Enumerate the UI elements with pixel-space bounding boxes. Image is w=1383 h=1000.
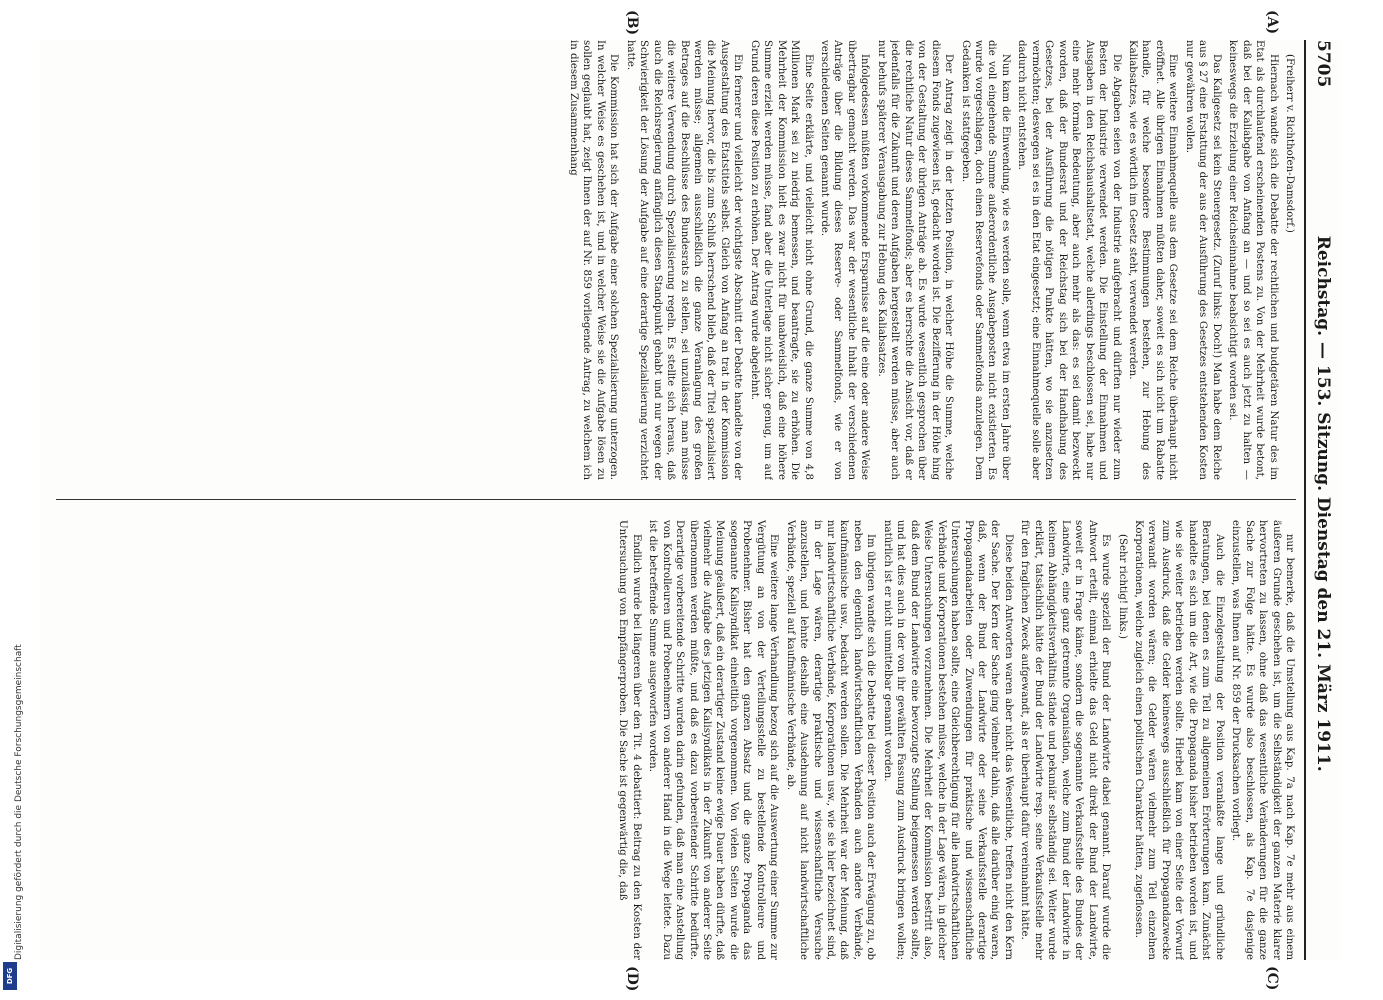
document-page <box>40 10 1340 992</box>
paragraph: Eine weitere lange Verhandlung bezog sich auf die Auswertung einer Summe zur Vergütung an von der Verteilungsstelle zu bestellende Kontrolleure und Probenehmer. Bisher hat den ganzen Absatz und die ganze Propaganda das sogenannte Kalisyndikat einheitlich vorgenommen. Von vielen Seiten wurde die Meinung geäußert, daß ein derartiger Zustand keine ewige Dauer haben dürfte, daß vielmehr die Aufgabe des jetzigen Kalisyndikats in der Zukunft von anderer Seite übernommen werden müßte, und daß es dazu vorbereitender Schritte bedürfte. Derartige vorbereitende Schritte wurden darin gefunden, daß man eine Anstellung von Kontrolleuren und Probenehmern von anderer Hand in die Wege leitete. Dazu ist die betreffende Summe ausgeworfen worden. <box>647 520 780 960</box>
paragraph: Das Kaligesetz sei kein Steuergesetz. (Zuruf links: Doch!) Man habe dem Reiche aus § 27 eine Erstattung der aus der Ausführung des Gesetzes entstehenden Kosten nur gewähren wollen. <box>1183 40 1222 480</box>
page-header-title: Reichstag. — 153. Sitzung. Dienstag den 21. März 1911. <box>1313 235 1333 772</box>
right-column <box>56 520 1296 960</box>
paragraph: nur bemerke, daß die Umstellung aus Kap. 7a nach Kap. 7e mehr aus einem äußeren Grunde geschehen ist, um die Selbständigkeit der ganzen Materie klarer hervortreten zu lassen, ohne daß das wesentliche Veränderungen für die ganze Sache zur Folge hätte. Es wurde also beschlossen, als Kap. 7e dasjenige einzustellen, was Ihnen auf Nr. 859 der Drucksachen vorliegt. <box>1230 520 1295 960</box>
paragraph: (Sehr richtig! links.) <box>1116 534 1128 639</box>
page-header <box>1304 40 1340 960</box>
paragraph: Es wurde speziell der Bund der Landwirte dabei genannt. Darauf wurde die Antwort erteilt, einmal erhielte das Geld nicht direkt der Bund der Landwirte, soweit er in Frage käme, sondern die sogenannte Verkaufsstelle des Bundes der Landwirte, eine ganz getrennte Organisation, welche zum Bund der Landwirte in keinem Abhängigkeitsverhältnis stände und pekuniär selbständig sei. Weiter wurde erklärt, tatsächlich hätte der Bund der Landwirte resp. seine Verkaufsstelle mehr für den fraglichen Zweck aufgewandt, als er überhaupt dafür vereinnahmt hätte. <box>1019 520 1112 960</box>
paragraph: Die Abgaben seien von der Industrie aufgebracht und dürften nur wieder zum Besten der Industrie verwendet werden. Die Einstellung der Einnahmen und Ausgaben in den Reichshaushaltsetat, welche allerdings beschlossen sei, habe nur eine mehr formale Bedeutung, aber auch mehr als das: es sei damit bezweckt worden, daß der Bundesrat und der Reichstag sich bei der Handhabung des Gesetzes, bei der Ausführung die nötigen Punkte hätten, wo sie anzusetzen vermöchten; deswegen sei es in den Etat eingesetzt; eine Einnahmequelle solle aber dadurch nicht entstehen. <box>1016 40 1122 480</box>
paragraph: (Freiherr v. Richthofen-Damsdorf.) <box>1284 54 1295 233</box>
rotated-page-content <box>40 10 1340 992</box>
paragraph: Diese beiden Antworten waren aber nicht das Wesentliche, treffen nicht den Kern der Sache. Der Kern der Sache ging vielmehr dahin, daß alle darüber einig waren, daß, wenn der Bund der Landwirte oder seine Verkaufsstelle derartige Propagandaarbeiten oder Zuwendungen für praktische und wissenschaftliche Untersuchungen haben sollte, eine Gleichberechtigung für alle landwirtschaftlichen Verbände und Korporationen bestehen müsse, welche in der Lage wären, in gleicher Weise Untersuchungen vorzunehmen. Die Mehrheit der Kommission bestritt also, daß dem Bund der Landwirte eine bevorzugte Stellung beigemessen werden sollte, und hat dies auch in der von ihr gewählten Fassung zum Ausdruck bringen wollen; natürlich ist er nicht unmittelbar genannt worden. <box>881 520 1014 960</box>
dfg-logo <box>3 962 17 990</box>
paragraph: Die Kommission hat sich der Aufgabe einer solchen Spezialisierung unterzogen. In welcher Weise es geschehen ist, und in welcher Weise sie die Aufgabe lösen zu sollen geglaubt hat, zeigt Ihnen der auf Nr. 859 vorliegende Antrag, zu welchem ich in diesem Zusammenhang <box>567 40 620 480</box>
left-column <box>56 40 1296 480</box>
paragraph: Auch die Einzelgestaltung der Position veranlaßte lange und gründliche Beratungen, bei denen es zum Teil zu allgemeinen Erörterungen kam. Zunächst handelte es sich um die Art, wie die Propaganda bisher betrieben worden ist, und wie sie weiter betrieben werden sollte. Hierbei kam von einer Seite der Vorwurf zum Ausdruck, daß die Gelder keineswegs ausschließlich für Propagandazwecke verwandt worden wären; die Gelder wären vielmehr zum Teil einzelnen Korporationen, welche zugleich einen politischen Charakter hätten, zugeflossen. <box>1133 520 1225 960</box>
paragraph: Ein fernerer und vielleicht der wichtigste Abschnitt der Debatte handelte von der Ausgestaltung des Etatstitels selbst. Gleich von Anfang an trat in der Kommission die Meinung hervor, die bis zum Schluß herrschend blieb, daß der Titel spezialisiert werden müsse; allgemein ausschließlich die ganze Veranlagung des großen Betrages auf die Beschlüsse des Bundesrats zu stellen, sei unzulässig, man müsse die weitere Verwendung durch Spezialisierung regeln. Es stellte sich heraus, daß auch die Reichsregierung anfänglich diesen Standpunkt gehabt und nur wegen der Schwierigkeit der Lösung der Aufgabe auf eine derartige Spezialisierung verzichtet hatte. <box>624 40 744 480</box>
marker-a: (A) <box>1264 10 1280 35</box>
paragraph: Eine weitere Einnahmequelle aus dem Gesetze sei dem Reiche überhaupt nicht eröffnet. Alle übrigen Einnahmen müßten daher, soweit es sich nicht um Rabatte handle, für welche besondere Bestimmungen bestehen, zur Hebung des Kaliabsatzes, wie es wörtlich im Gesetz steht, verwendet werden. <box>1127 40 1179 480</box>
dfg-logo-text: DFG <box>6 967 14 985</box>
sidebar <box>2 0 24 1000</box>
marker-d: (D) <box>624 966 640 992</box>
marker-b: (B) <box>624 10 640 36</box>
marker-c: (C) <box>1264 966 1280 991</box>
paragraph: Infolgedessen müßten vorkommende Ersparnisse auf die eine oder andere Weise übertragbar gemacht werden. Das war der wesentliche Inhalt der verschiedenen Anträge über die Bildung dieses Reserve- oder Sammelfonds, wie er von verschiedenen Seiten genannt wurde. <box>819 40 871 480</box>
page-number: 5705 <box>1313 40 1333 88</box>
paragraph: Endlich wurde bei längeren über den Tit. 4 debattiert: Beitrag zu den Kosten der Untersuchung von Empfängerproben. Die Sache ist gegenwärtig die, daß <box>617 520 642 960</box>
column-divider <box>56 499 1296 500</box>
paragraph: Im übrigen wandte sich die Debatte bei dieser Position auch der Erwägung zu, ob neben den eigentlich landwirtschaftlichen Verbänden auch andere Verbände, kaufmännische usw., bedacht werden sollen. Die Mehrheit war der Meinung, daß nur landwirtschaftliche Verbände, Korporationen usw., wie sie hier bezeichnet sind, in der Lage wären, derartige praktische und wissenschaftliche Versuche anzustellen, und lehnte deshalb eine Ausdehnung auf nicht landwirtschaftliche Verbände, speziell auf kaufmännische Verbände, ab. <box>784 520 877 960</box>
attribution-text: Digitalisierung gefördert durch die Deutsche Forschungsgemeinschaft <box>14 644 24 960</box>
paragraph: Hiernach wandte sich die Debatte der rechtlichen und budgetären Natur des im Etat als durchlaufend erscheinenden Postens zu. Von der Mehrheit wurde betont, daß bei der Kaliabgabe von Anfang an — und so sei es auch jetzt zu halten — keineswegs die Erzielung einer Reichseinnahme beabsichtigt worden sei. <box>1227 40 1279 480</box>
paragraph: Eine Seite erklärte, und vielleicht nicht ohne Grund, die ganze Summe von 4,8 Millionen Mark sei zu niedrig bemessen, und beantragte, sie zu erhöhen. Die Mehrheit der Kommission hielt es zwar nicht für unabweislich, daß eine höhere Summe erzielt werden müsse, fand aber die Unterlage nicht sicher genug, um auf Grund deren diese Position zu erhöhen. Der Antrag wurde abgelehnt. <box>748 40 814 480</box>
paragraph: Nun kam die Einwendung, wie es werden solle, wenn etwa im ersten Jahre über die voll eingehende Summe außerordentliche Ausgabeposten nicht existierten. Es wurde vorgeschlagen, doch einen Reservefonds oder Sammelfonds anzulegen. Dem Gedanken ist stattgegeben. <box>959 40 1011 480</box>
paragraph: Der Antrag zeigt in der letzten Position, in welcher Höhe die Summe, welche diesem Fonds zugewiesen ist, gedacht worden ist. Die Bezifferung in der Höhe hing von der Gestaltung der übrigen Anträge ab. Es wurde wesentlich gesprochen über die rechtliche Natur dieses Sammelfonds; aber es herrschte die Ansicht vor, daß er jedenfalls für die Zukunft und deren Aufgaben hergestellt werden müsse, aber auch nur behufs späterer Verausgabung zur Hebung des Kaliabsatzes. <box>875 40 955 480</box>
